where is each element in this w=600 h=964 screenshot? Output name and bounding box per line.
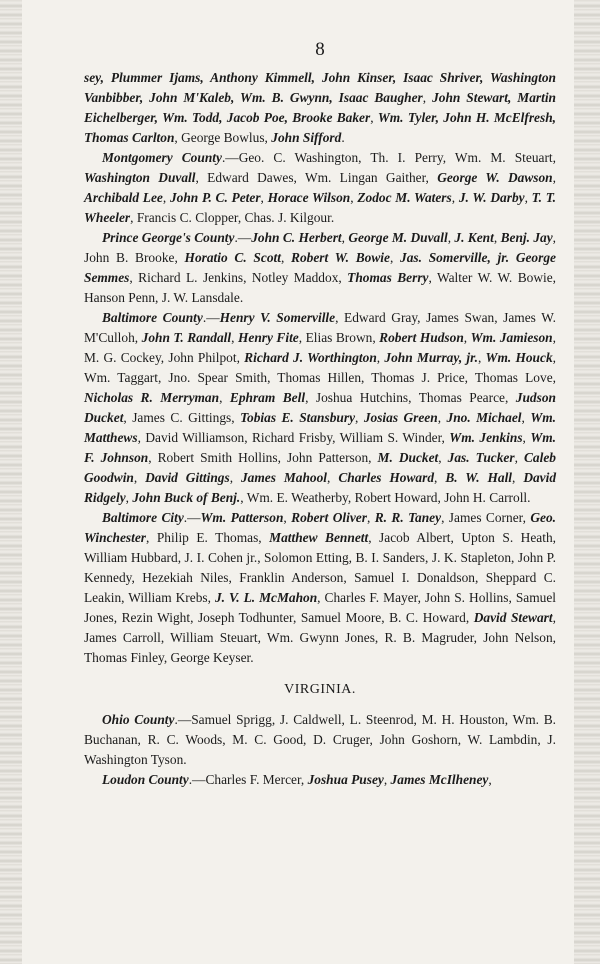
italic-name: George W. Dawson (437, 170, 553, 185)
italic-name: Tobias E. Stansbury (240, 410, 356, 425)
italic-name: Wm. Jenkins (449, 430, 523, 445)
text-run: , Joshua Hutchins, Thomas Pearce, (305, 390, 516, 405)
text-run: , M. G. Cockey, John Philpot, (84, 330, 556, 365)
italic-name: Robert W. Bowie (291, 250, 390, 265)
italic-name: John C. Herbert (251, 230, 342, 245)
text-run: , (447, 230, 455, 245)
text-run: , (477, 350, 486, 365)
italic-name: Wm. Houck (485, 350, 553, 365)
text-run: , (376, 350, 385, 365)
italic-name: J. W. Darby (458, 190, 525, 205)
italic-name: Anthony Kimmell (210, 70, 312, 85)
italic-name: Wm. F. Johnson (84, 430, 556, 465)
italic-name: T. T. Wheeler (84, 190, 557, 225)
italic-name: David Ridgely (84, 470, 557, 505)
italic-name: John Stewart (432, 90, 508, 105)
text-run: , (355, 410, 364, 425)
italic-name: Geo. Winchester (84, 510, 556, 545)
italic-name: , (230, 90, 241, 105)
text-run: , Elias Brown, (298, 330, 380, 345)
document-page (84, 40, 556, 790)
italic-name: Wm. B. Gwynn (240, 90, 330, 105)
italic-name: Plummer Ijams (110, 70, 201, 85)
italic-name: , (311, 70, 322, 85)
text-run: , George Bowlus, (174, 130, 272, 145)
italic-name: Nicholas R. Merryman (84, 390, 220, 405)
text-run: , (552, 170, 556, 185)
text-run: , (437, 410, 447, 425)
text-run: , James Corner, (441, 510, 531, 525)
text-run: , (383, 772, 391, 787)
text-run: .—Samuel Sprigg, J. Caldwell, L. Steenrod, M. H. Houston, Wm. B. Buchanan, R. C. Woods, M. C. Good, D. Cruger, John Goshorn, W. Lambdin, J. Washington Tyson. (84, 712, 556, 767)
italic-name: R. R. Taney (374, 510, 442, 525)
text-run: , James C. Gittings, (123, 410, 241, 425)
text-run: , (389, 250, 401, 265)
text-run: , Jacob Albert, Upton S. Heath, William Hubbard, J. I. Cohen jr., Solomon Etting, B. I. Sanders, J. K. Stapleton, John P. Kennedy, Hezekiah Niles, Franklin Anderson, Samuel I. Donaldson, Sheppard C. Leakin, William Krebs, (84, 530, 556, 605)
italic-name: Jas. Somerville, jr. (400, 250, 510, 265)
virginia-section (84, 710, 556, 790)
italic-name: , (507, 90, 518, 105)
italic-name: Thomas Berry (347, 270, 429, 285)
text-run: , (283, 510, 292, 525)
italic-name: Martin Eichelberger (84, 90, 556, 125)
text-run: , (463, 330, 471, 345)
italic-name: Wm. Todd (162, 110, 220, 125)
italic-name: George M. Duvall (348, 230, 448, 245)
italic-name: Ephram Bell (229, 390, 306, 405)
italic-name: Loudon County (102, 772, 189, 787)
italic-name: Jacob Poe (226, 110, 285, 125)
paragraph (84, 148, 556, 228)
text-run: , Robert Smith Hollins, John Patterson, (148, 450, 378, 465)
text-run: .—Geo. C. Washington, Th. I. Perry, Wm. M. Steuart, (221, 150, 556, 165)
text-run: , (434, 470, 446, 485)
italic-name: J. V. L. McMahon (214, 590, 318, 605)
text-run: , Francis C. Clopper, Chas. J. Kilgour. (130, 210, 335, 225)
italic-name: Jas. Tucker (447, 450, 515, 465)
italic-name: John P. C. Peter (169, 190, 261, 205)
text-run (509, 250, 516, 265)
italic-name: Prince George's County (102, 230, 235, 245)
italic-name: , (435, 110, 444, 125)
text-run: , Walter W. W. Bowie, Hanson Penn, J. W. Lansdale. (84, 270, 557, 305)
italic-name: Charles Howard (338, 470, 435, 485)
paragraph (84, 68, 556, 148)
italic-name: John Sifford (271, 130, 342, 145)
italic-name: Archibald Lee (84, 190, 163, 205)
italic-name: Baltimore County (102, 310, 203, 325)
italic-name: Robert Oliver (291, 510, 367, 525)
text-run: , (260, 190, 268, 205)
text-run: .—Charles F. Mercer, (188, 772, 308, 787)
text-run: , James Carroll, William Steuart, Wm. Gwynn Jones, R. B. Magruder, John Nelson, Thomas Finley, George Keyser. (84, 610, 556, 665)
italic-name: Brooke Baker (292, 110, 371, 125)
italic-name: J. Kent (454, 230, 494, 245)
italic-name: B. W. Hall (445, 470, 513, 485)
italic-name: Isaac Shriver (403, 70, 480, 85)
italic-name: , (284, 110, 293, 125)
italic-name: John M'Kaleb (149, 90, 231, 105)
italic-name: John Buck of Benj. (132, 490, 241, 505)
text-run: .— (183, 510, 201, 525)
italic-name: Joshua Pusey (307, 772, 384, 787)
text-run: , (524, 190, 532, 205)
italic-name: Baltimore City (102, 510, 184, 525)
italic-name: John H. McElfresh (443, 110, 553, 125)
text-run: , (231, 330, 238, 345)
italic-name: Thomas Carlton (84, 130, 175, 145)
italic-name: , (479, 70, 490, 85)
italic-name: Robert Hudson (379, 330, 464, 345)
text-run: , (219, 390, 230, 405)
italic-name: , (552, 110, 557, 125)
text-run: , (451, 190, 459, 205)
text-run: , David Williamson, Richard Frisby, William S. Winder, (137, 430, 450, 445)
italic-name: Montgomery County (102, 150, 222, 165)
text-run: , (488, 772, 492, 787)
italic-name: Isaac Baugher (338, 90, 423, 105)
italic-name: Wm. Tyler (377, 110, 436, 125)
italic-name: Horatio C. Scott (184, 250, 281, 265)
italic-name: James Mahool (240, 470, 328, 485)
italic-name: Matthew Bennett (269, 530, 369, 545)
text-run: , (341, 230, 349, 245)
paragraph (84, 308, 556, 508)
text-run: . (341, 130, 345, 145)
italic-name: Zodoc M. Waters (357, 190, 452, 205)
text-run: , (133, 470, 146, 485)
text-run: , (125, 490, 133, 505)
italic-name: Washington Duvall (84, 170, 196, 185)
paragraph (84, 710, 556, 770)
italic-name: John T. Randall (141, 330, 232, 345)
text-run: , Wm. Taggart, Jno. Spear Smith, Thomas Hillen, Thomas J. Price, Thomas Love, (84, 350, 557, 385)
text-run: .— (234, 230, 252, 245)
italic-name: Richard J. Worthington (244, 350, 377, 365)
italic-name: Jno. Michael (446, 410, 522, 425)
text-run: , John B. Brooke, (84, 230, 557, 265)
italic-name: Washington Vanbibber (84, 70, 556, 105)
text-run: , (366, 510, 375, 525)
text-run: , (162, 190, 170, 205)
italic-name: Josias Green (363, 410, 438, 425)
text-run: , Charles F. Mayer, John S. Hollins, Samuel Jones, Rezin Wight, Joseph Todhunter, Samuel Moore, B. C. Howard, (84, 590, 556, 625)
italic-name: Wm. Patterson (200, 510, 284, 525)
italic-name: Judson Ducket (84, 390, 556, 425)
text-run: , (422, 90, 433, 105)
scan-edge-right (574, 0, 600, 964)
text-run: , (327, 470, 339, 485)
italic-name: Caleb Goodwin (84, 450, 556, 485)
text-run: , Wm. E. Weatherby, Robert Howard, John H. Carroll. (240, 490, 531, 505)
text-run: , Richard L. Jenkins, Notley Maddox, (129, 270, 348, 285)
italic-name: Ohio County (102, 712, 175, 727)
italic-name: , (154, 110, 163, 125)
paragraph (84, 770, 556, 790)
italic-name: Horace Wilson (267, 190, 351, 205)
italic-name: Henry Fite (237, 330, 299, 345)
italic-name: , (200, 70, 211, 85)
italic-name: John Murray, jr. (384, 350, 478, 365)
text-run: , Philip E. Thomas, (146, 530, 270, 545)
text-run: , (522, 430, 531, 445)
text-run: .— (202, 310, 220, 325)
text-run: , (512, 470, 524, 485)
text-run: , Edward Gray, James Swan, James W. M'Culloh, (84, 310, 556, 345)
italic-name: Henry V. Somerville (219, 310, 336, 325)
italic-name: John Kinser (321, 70, 393, 85)
maryland-section (84, 68, 556, 668)
italic-name: , (392, 70, 404, 85)
paragraph (84, 228, 556, 308)
text-run: , (280, 250, 292, 265)
italic-name: George Semmes (84, 250, 556, 285)
italic-name: , (219, 110, 227, 125)
italic-name: , (139, 90, 150, 105)
text-run: , (438, 450, 448, 465)
italic-name: James McIlheney (390, 772, 489, 787)
text-run: , (370, 110, 378, 125)
italic-name: , (329, 90, 339, 105)
text-run: , (493, 230, 501, 245)
text-run: , (350, 190, 358, 205)
text-run: , (514, 450, 524, 465)
italic-name: sey, (84, 70, 111, 85)
page-number: 8 (315, 39, 325, 60)
italic-name: Benj. Jay (500, 230, 553, 245)
italic-name: Wm. Matthews (84, 410, 556, 445)
italic-name: David Stewart (473, 610, 553, 625)
italic-name: Wm. Jamieson (470, 330, 553, 345)
italic-name: M. Ducket (377, 450, 439, 465)
italic-name: David Gittings (145, 470, 230, 485)
scan-edge-left (0, 0, 22, 964)
text-run: , (521, 410, 531, 425)
text-run: , (229, 470, 241, 485)
text-run: , Edward Dawes, Wm. Lingan Gaither, (195, 170, 438, 185)
paragraph (84, 508, 556, 668)
section-heading-virginia: VIRGINIA. (284, 682, 356, 697)
